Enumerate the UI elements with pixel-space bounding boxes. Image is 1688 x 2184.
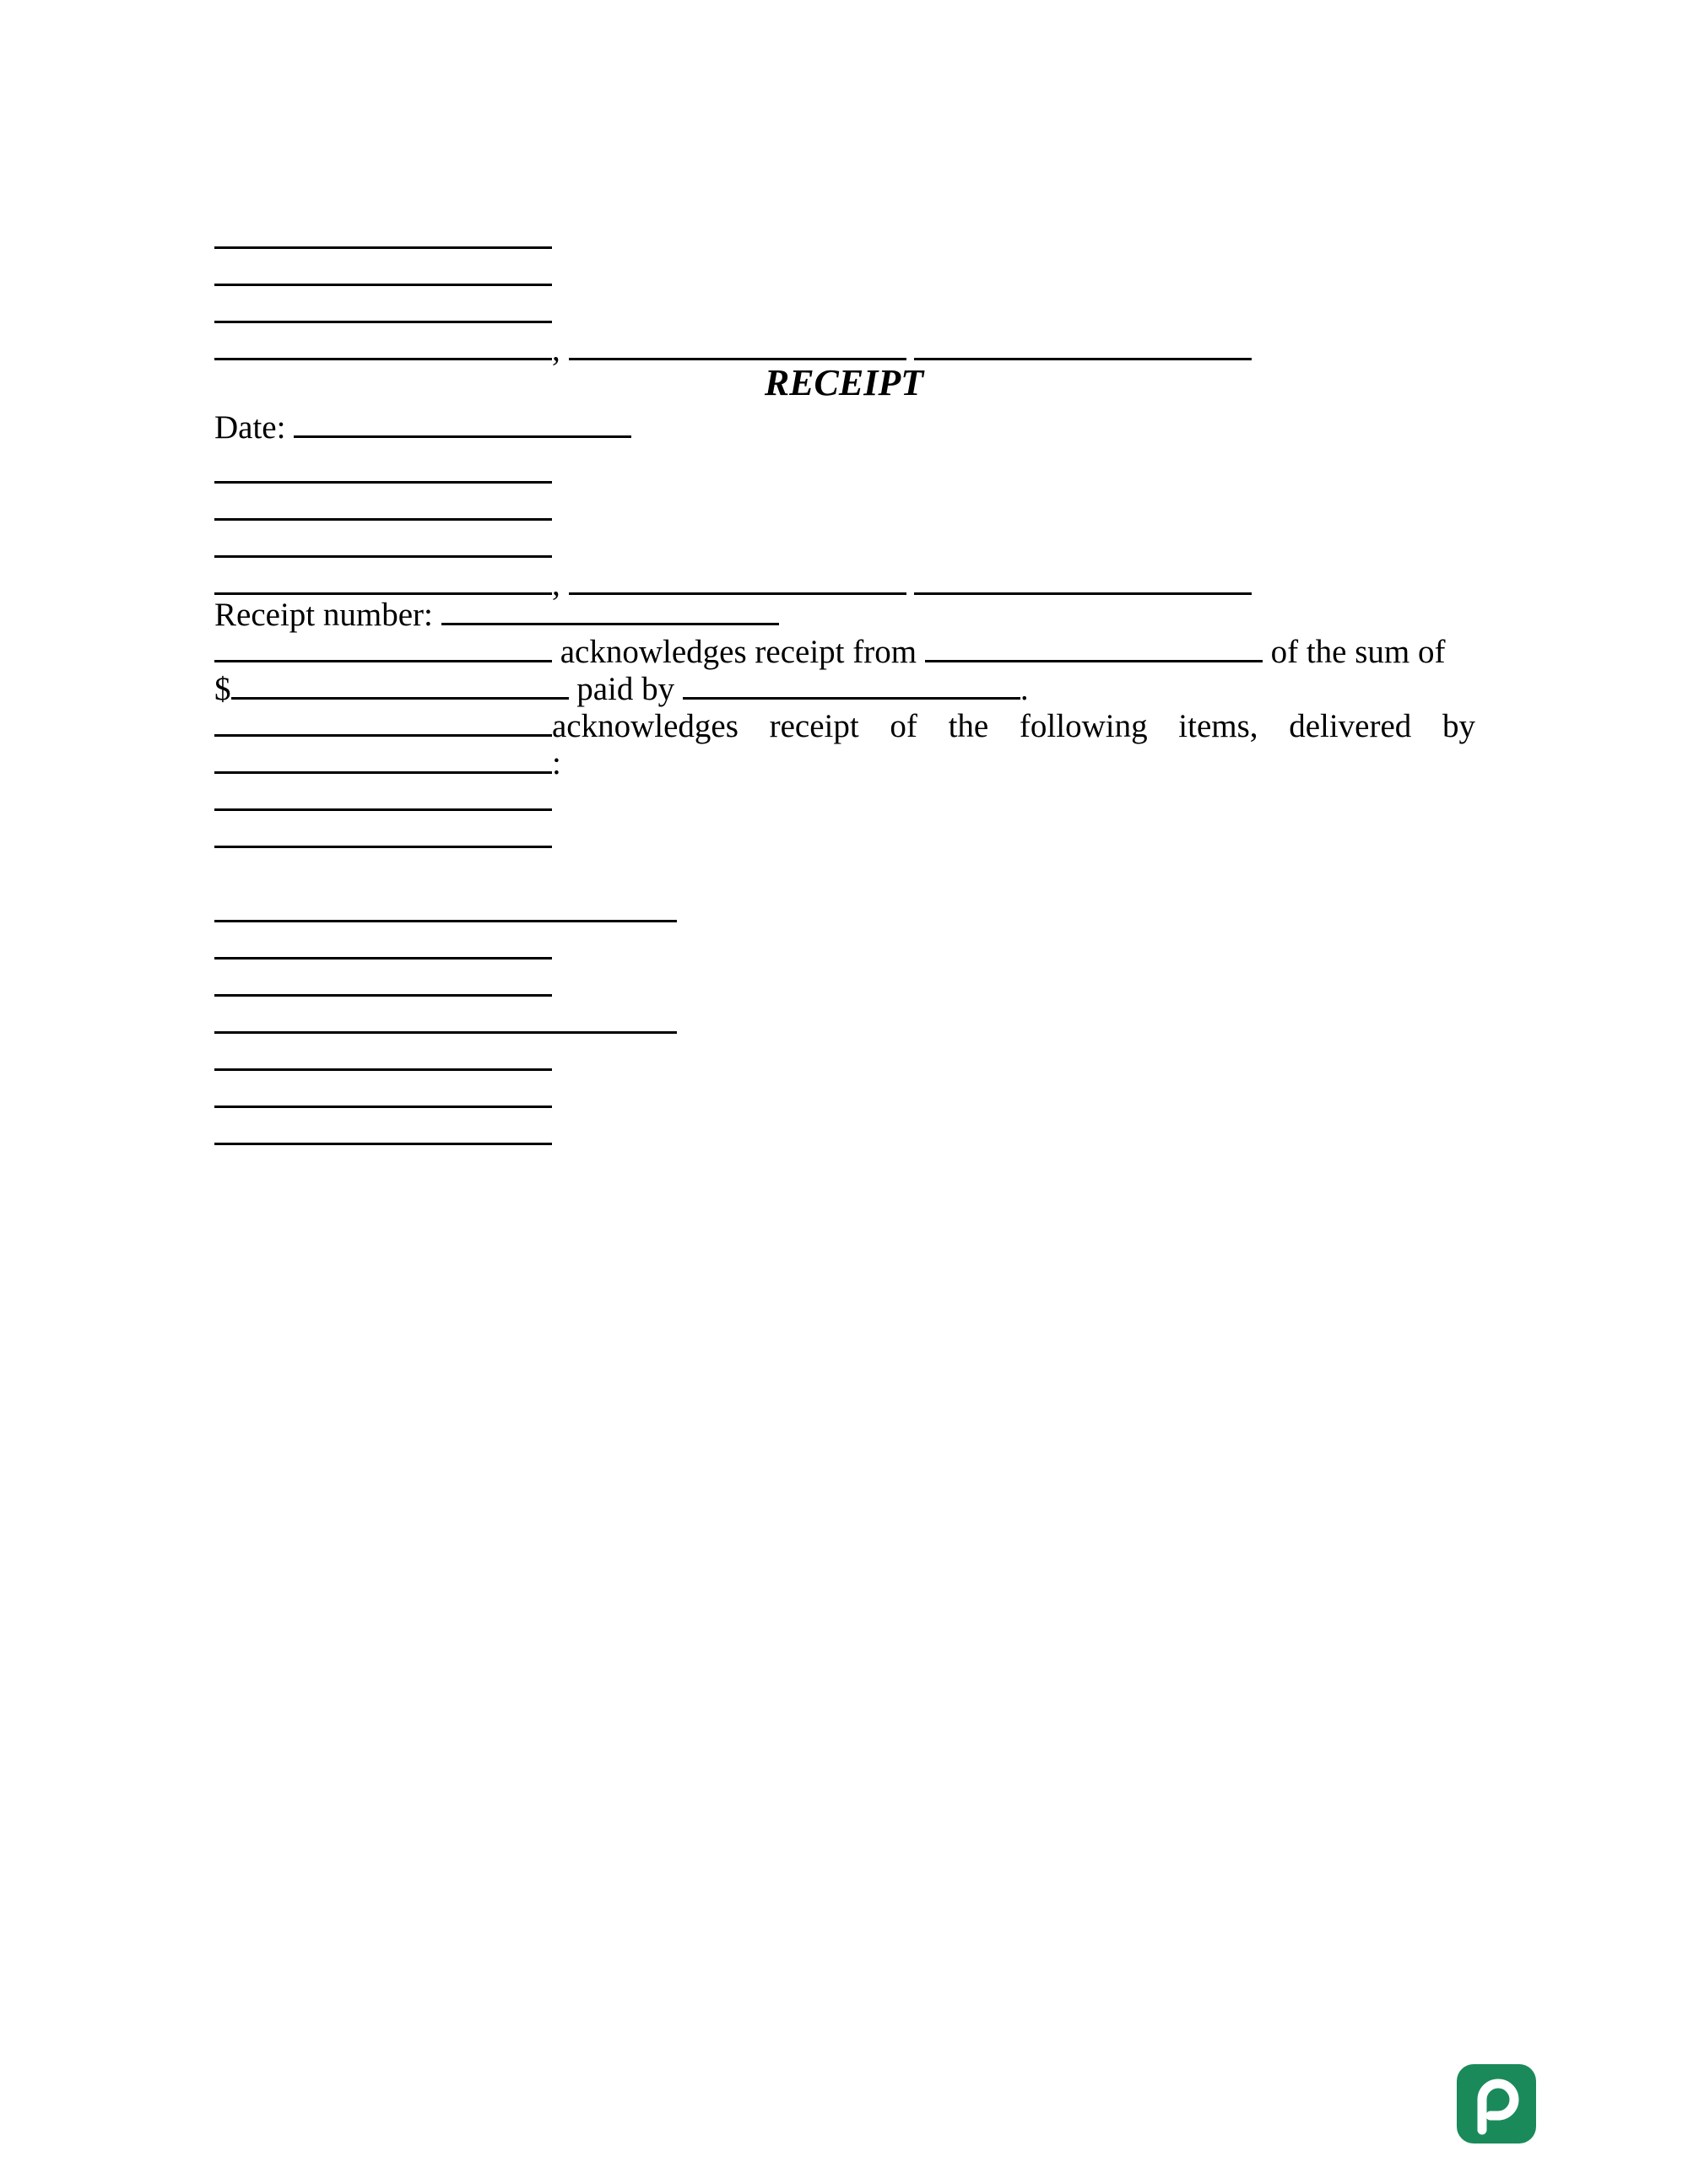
deliverer-name-field[interactable] (214, 741, 552, 774)
signature-field[interactable] (214, 889, 677, 922)
sender-address-line-3[interactable] (214, 290, 552, 327)
blank-field[interactable] (214, 1112, 552, 1145)
date-row (214, 405, 631, 446)
dollar-sign: $ (214, 671, 231, 707)
item-line-1[interactable] (214, 778, 552, 815)
acknowledges-receipt-from-text: acknowledges receipt from (560, 634, 917, 670)
recipient-state-field[interactable] (569, 562, 906, 595)
blank-field[interactable] (214, 1075, 552, 1108)
receiver-name-field[interactable] (214, 630, 552, 662)
sum-sentence-line-1 (214, 630, 1446, 670)
sender-address-line-2[interactable] (214, 253, 552, 290)
blank-field[interactable] (214, 488, 552, 521)
blank-field[interactable] (214, 778, 552, 811)
blank-field[interactable] (214, 1038, 552, 1071)
sender-address-line-1[interactable] (214, 216, 552, 253)
blank-field[interactable] (214, 451, 552, 484)
sender-comma: , (552, 332, 560, 368)
signature-1-detail-1[interactable] (214, 927, 552, 964)
blank-field[interactable] (214, 290, 552, 323)
colon-text: : (552, 745, 561, 781)
recipient-city-field[interactable] (214, 562, 552, 595)
items-sentence-line-2 (214, 741, 561, 781)
blank-field[interactable] (214, 253, 552, 286)
payer-name-field[interactable] (925, 630, 1263, 662)
item-line-2[interactable] (214, 815, 552, 852)
of-the-sum-of-text: of the sum of (1270, 634, 1446, 670)
signature-line-1[interactable] (214, 889, 677, 927)
blank-field[interactable] (214, 964, 552, 997)
recipient-address-line-2[interactable] (214, 488, 552, 525)
blank-field[interactable] (214, 927, 552, 960)
logo-background (1457, 2064, 1536, 2143)
amount-field[interactable] (231, 667, 569, 700)
signature-line-2[interactable] (214, 1001, 677, 1038)
sender-city-state-zip (214, 327, 1252, 368)
blank-field[interactable] (214, 815, 552, 848)
date-field[interactable] (294, 405, 631, 438)
brand-p-logo-icon (1457, 2064, 1536, 2143)
payment-method-field[interactable] (683, 667, 1020, 700)
items-sentence-line-1 (214, 704, 1475, 744)
signature-2-detail-1[interactable] (214, 1038, 552, 1075)
recipient-address-line-1[interactable] (214, 451, 552, 488)
items-sentence-text: acknowledges receipt of the following items, delivered by (552, 708, 1475, 744)
sender-city-field[interactable] (214, 327, 552, 360)
page-title: RECEIPT (764, 362, 924, 403)
sender-zip-field[interactable] (914, 327, 1252, 360)
signature-field[interactable] (214, 1001, 677, 1034)
paid-by-text: paid by (576, 671, 675, 707)
items-receiver-field[interactable] (214, 704, 552, 737)
date-label: Date: (214, 409, 286, 446)
blank-field[interactable] (214, 216, 552, 249)
sender-state-field[interactable] (569, 327, 906, 360)
recipient-zip-field[interactable] (914, 562, 1252, 595)
recipient-address-line-3[interactable] (214, 525, 552, 562)
signature-2-detail-2[interactable] (214, 1075, 552, 1112)
blank-field[interactable] (214, 525, 552, 558)
receipt-number-row (214, 592, 779, 633)
period-text: . (1020, 671, 1029, 707)
signature-2-detail-3[interactable] (214, 1112, 552, 1149)
receipt-number-label: Receipt number: (214, 597, 433, 633)
recipient-comma: , (552, 566, 560, 603)
signature-1-detail-2[interactable] (214, 964, 552, 1001)
sum-sentence-line-2 (214, 667, 1029, 707)
receipt-number-field[interactable] (441, 592, 779, 625)
